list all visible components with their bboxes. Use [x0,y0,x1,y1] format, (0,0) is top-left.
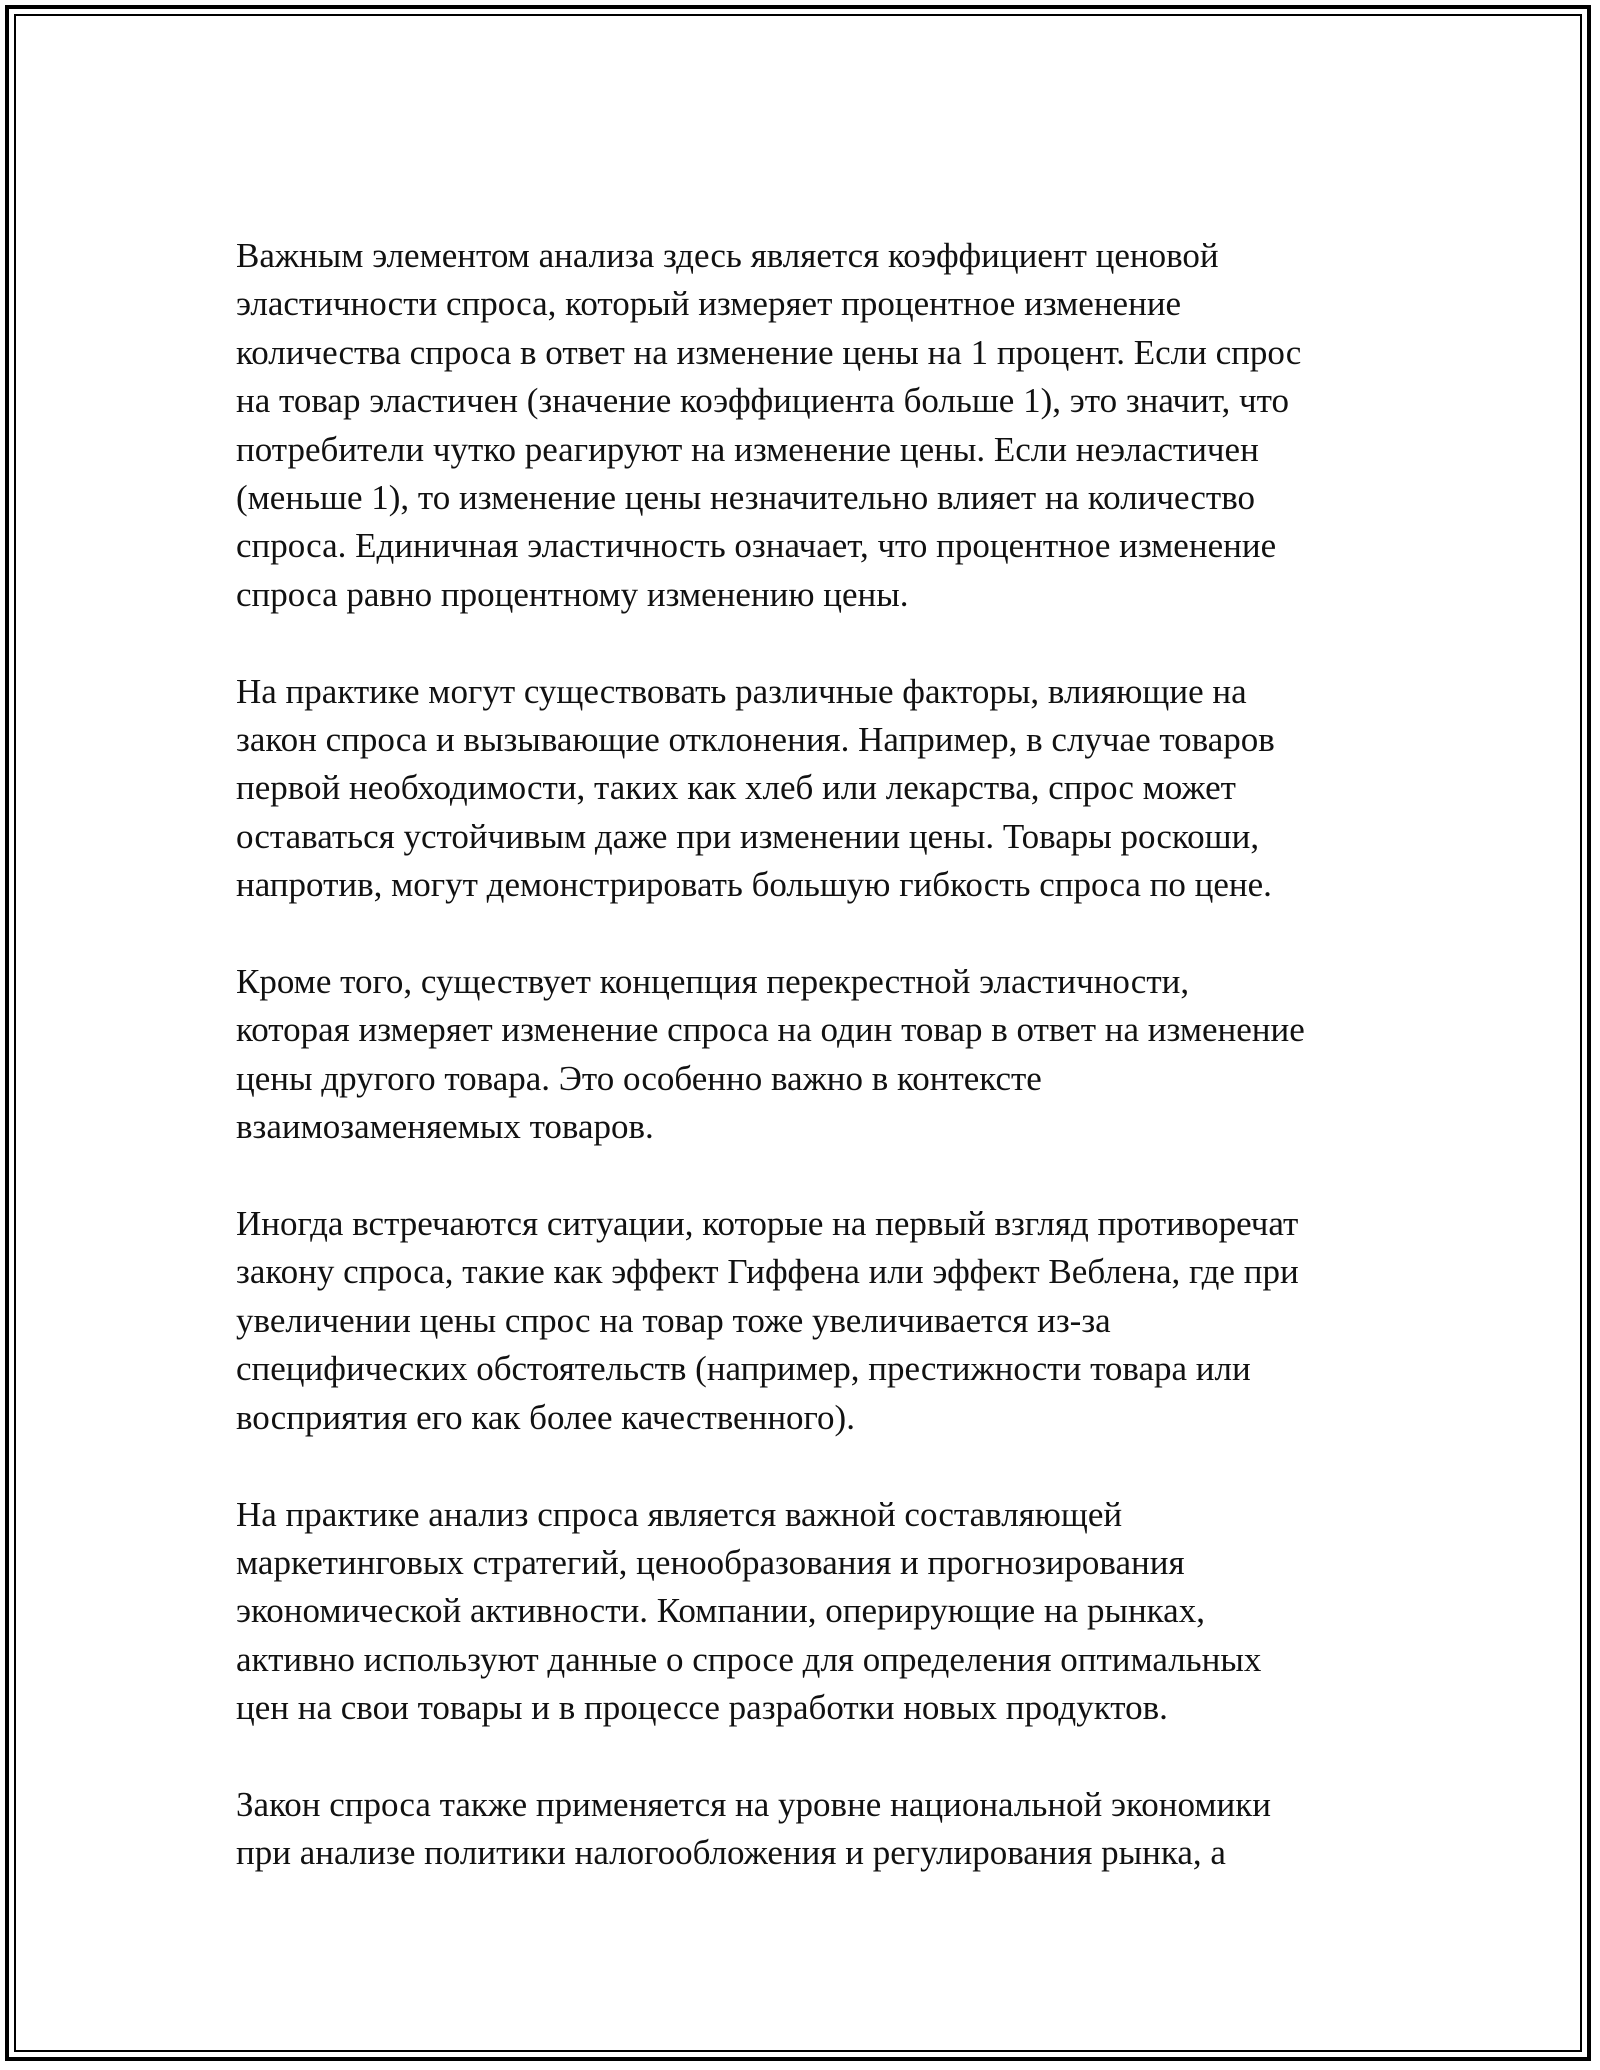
paragraph: Важным элементом анализа здесь является коэффициент ценовой эластичности спроса, который измеряет процентное изменение количества спроса в ответ на изменение цены на 1 процент. Если спрос на товар эластичен (значение коэффициента больше 1), это значит, что потребители чутко реагируют на изменение цены. Если неэластичен (меньше 1), то изменение цены незначительно влияет на количество спроса. Единичная эластичность означает, что процентное изменение спроса равно процентному изменению цены. [236,236,1302,614]
paragraph: Иногда встречаются ситуации, которые на первый взгляд противоречат закону спроса, такие как эффект Гиффена или эффект Веблена, где при увеличении цены спрос на товар тоже увеличивается из-за специфических обстоятельств (например, престижности товара или восприятия его как более качественного). [236,1204,1299,1437]
paragraph: Закон спроса также применяется на уровне национальной экономики при анализе политики налогообложения и регулирования рынка, а [236,1784,1271,1873]
paragraph: На практике анализ спроса является важной составляющей маркетинговых стратегий, ценообразования и прогнозирования экономической активности. Компании, оперирующие на рынках, активно используют данные о спросе для определения оптимальных цен на свои товары и в процессе разработки новых продуктов. [236,1494,1262,1728]
paragraph: На практике могут существовать различные факторы, влияющие на закон спроса и вызывающие отклонения. Например, в случае товаров первой необходимости, таких как хлеб или лекарства, спрос может оставаться устойчивым даже при изменении цены. Товары роскоши, напротив, могут демонстрировать большую гибкость спроса по цене. [236,671,1275,905]
paragraph: Кроме того, существует концепция перекрестной эластичности, которая измеряет изменение спроса на один товар в ответ на изменение цены другого товара. Это особенно важно в контексте взаимозаменяемых товаров. [236,962,1305,1147]
document-body [236,232,1396,1926]
